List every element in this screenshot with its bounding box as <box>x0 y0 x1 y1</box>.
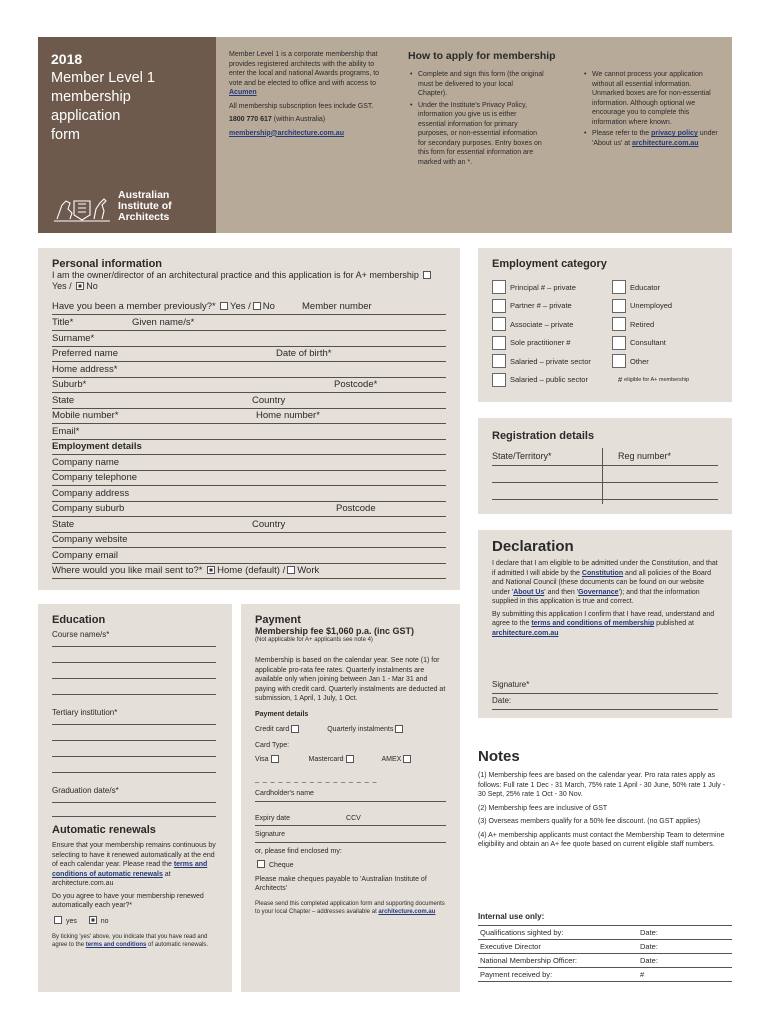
suburb-postcode-row[interactable]: Suburb* Postcode* <box>52 377 446 393</box>
employment-category-section <box>478 248 732 402</box>
employment-option[interactable]: Retired <box>612 315 689 334</box>
aia-logo: Australian Institute of Architects <box>52 190 172 223</box>
intro-text: Member Level 1 is a corporate membership that provides registered architects with the ability to enter the local and national Awards programs, to vote and be elected to office and with access to Acumen <box>229 51 380 96</box>
prev-yes-checkbox[interactable] <box>220 302 228 310</box>
surname-field[interactable]: Surname* <box>52 331 446 347</box>
employment-option[interactable]: Consultant <box>612 334 689 353</box>
employment-option[interactable]: Principal # – private <box>492 278 591 297</box>
owner-no-checkbox[interactable] <box>76 282 84 290</box>
preferred-dob-row[interactable]: Preferred name Date of birth* <box>52 346 446 362</box>
how-to-left-list <box>408 70 544 169</box>
membership-info-panel <box>216 37 394 233</box>
employment-option[interactable]: Partner # – private <box>492 297 591 316</box>
tertiary-field-line[interactable] <box>52 741 216 757</box>
registration-title: Registration details <box>492 430 595 442</box>
employment-option[interactable]: Unemployed <box>612 297 689 316</box>
previous-member-row[interactable]: Have you been a member previously?* Yes / No Member number <box>52 299 446 315</box>
tertiary-field-line[interactable] <box>52 757 216 773</box>
personal-info-title: Personal information <box>52 258 163 270</box>
employment-option[interactable]: Salaried – private sector <box>492 352 591 371</box>
course-field-line[interactable] <box>52 647 216 663</box>
cardholder-field[interactable]: Cardholder's name <box>255 789 446 802</box>
phone-row[interactable]: Mobile number* Home number* <box>52 408 446 424</box>
table-row: National Membership Officer: Date: <box>478 954 732 968</box>
internal-use-section <box>478 912 732 982</box>
how-to-right-list <box>582 70 718 169</box>
internal-use-table <box>478 926 732 982</box>
internal-use-title: Internal use only: <box>478 912 732 926</box>
list-item: • Complete and sign this form (the original must be delivered to your local Chapter). <box>408 70 544 99</box>
graduation-field[interactable]: Graduation date/s* <box>52 786 216 803</box>
payment-signature-field[interactable]: Signature <box>255 830 446 843</box>
mail-home-checkbox[interactable] <box>207 566 215 574</box>
auto-no-checkbox[interactable] <box>89 916 97 924</box>
course-field-line[interactable] <box>52 679 216 695</box>
how-to-title: How to apply for membership <box>408 50 556 62</box>
send-instructions: Please send this completed application form and supporting documents to your local Chapter – addresses available at architecture.com.au <box>255 900 445 915</box>
fees-note: All membership subscription fees include GST. <box>229 102 374 110</box>
company-telephone-field[interactable]: Company telephone <box>52 470 446 486</box>
email-field[interactable]: Email* <box>52 424 446 440</box>
course-field[interactable]: Course name/s* <box>52 630 216 647</box>
auto-yes-checkbox[interactable] <box>54 916 62 924</box>
employment-option[interactable]: Other <box>612 352 689 371</box>
owner-yes-checkbox[interactable] <box>423 271 431 279</box>
cheque-checkbox[interactable] <box>257 860 265 868</box>
education-section: Education Course name/s* Tertiary institution* Graduation date/s* Automatic renewals Ensure that your membership remains continuous by selecting to have it renewed automatically at the end of each calendar year. Please read the terms and conditions of automatic renewals at architecture.com.au Do you agree to have your membership renewed automatically each year?* yes no By ticking 'yes' above, you indicate that you have read and agree to the terms and conditions of automatic renewals. <box>38 604 232 992</box>
declaration-confirm: By submitting this application I confirm that I have read, understand and agree to the terms and conditions of membership published at architecture.com.au <box>492 610 715 637</box>
employment-option[interactable]: Sole practitioner # <box>492 334 591 353</box>
auto-renewal-question: Do you agree to have your membership renewed automatically each year?* <box>52 892 204 909</box>
notes-section <box>478 748 732 850</box>
employment-left-options <box>492 278 591 389</box>
acumen-link[interactable]: Acumen <box>229 89 257 96</box>
registration-row[interactable] <box>492 483 718 500</box>
title-panel <box>38 37 216 233</box>
constitution-link[interactable]: Constitution <box>581 569 624 577</box>
education-title: Education <box>52 614 106 626</box>
card-number-field[interactable]: _ _ _ _ _ _ _ _ _ _ _ _ _ _ _ _ <box>255 775 378 783</box>
expiry-ccv-row[interactable]: Expiry date CCV <box>255 814 446 827</box>
personal-info-section <box>38 248 460 590</box>
company-email-field[interactable]: Company email <box>52 548 446 564</box>
payment-details-heading: Payment details <box>255 710 309 718</box>
tertiary-field[interactable]: Tertiary institution* <box>52 708 216 725</box>
website-link[interactable]: architecture.com.au <box>492 629 559 637</box>
table-row: Qualifications sighted by: Date: <box>478 926 732 940</box>
membership-fee: Membership fee $1,060 p.a. (inc GST) <box>255 626 415 636</box>
privacy-policy-link[interactable]: privacy policy <box>651 130 698 137</box>
payment-section: Payment Membership fee $1,060 p.a. (inc GST) (Not applicable for A+ applicants see note 4) Membership is based on the calendar year. See note (1) for applicable pro-rata fee rates. Quarterly instalments are available only when joining between Jan 1 - Mar 31 and paying with credit card. Quarterly instalments are deducted at submission, 1 April, 1 July, 1 Oct. Payment details Credit card Quarterly instalments Card Type: Visa Mastercard AMEX _ _ _ _ _ _ _ _ _ _ _ _ _ _ _ _ Cardholder's name Expiry date CCV Signature or, please find enclosed my: Cheque Please make cheques payable to 'Australian Institute of Architects' Please send this completed application form and supporting documents to your local Chapter – addresses available at architecture.com.au <box>241 604 460 992</box>
table-row: Executive Director Date: <box>478 940 732 954</box>
or-enclosed: or, please find enclosed my: <box>255 847 342 855</box>
course-field-line[interactable] <box>52 663 216 679</box>
employment-option[interactable]: Salaried – public sector <box>492 371 591 390</box>
list-item: • We cannot process your application without all essential information. Unmarked boxes are for non-essential information. Although optional we encourage you to complete this information where known. <box>582 70 718 127</box>
employment-category-title: Employment category <box>492 258 607 270</box>
credit-card-checkbox[interactable] <box>291 725 299 733</box>
governance-link[interactable]: Governance <box>578 588 619 596</box>
list-item: • Under the Institute's Privacy Policy, information you give us is either essential information for primary purposes, or non-essential information for secondary purposes. Entry boxes on this form for essential information are marked with an *. <box>408 101 544 168</box>
company-website-field[interactable]: Company website <box>52 532 446 548</box>
note-item: (2) Membership fees are inclusive of GST <box>478 804 608 812</box>
table-row: Payment received by: # <box>478 968 732 982</box>
mail-work-checkbox[interactable] <box>287 566 295 574</box>
how-to-apply-panel <box>394 37 732 233</box>
employment-details-heading: Employment details <box>52 439 446 455</box>
auto-renewal-terms-link[interactable]: terms and conditions of automatic renewals <box>52 861 208 878</box>
mastercard-checkbox[interactable] <box>346 755 354 763</box>
prev-no-checkbox[interactable] <box>253 302 261 310</box>
graduation-field-line[interactable] <box>52 803 216 817</box>
card-type-label: Card Type: <box>255 741 290 749</box>
owner-question: I am the owner/director of an architectural practice and this application is for A+ membership Yes / No <box>52 270 446 292</box>
fee-note: (Not applicable for A+ applicants see note 4) <box>255 637 373 643</box>
company-name-field[interactable]: Company name <box>52 455 446 471</box>
website-link[interactable]: architecture.com.au <box>632 139 699 147</box>
auto-renewals-title: Automatic renewals <box>52 824 156 836</box>
note-item: (3) Overseas members qualify for a 50% fee discount. (no GST applies) <box>478 818 701 825</box>
employment-option[interactable]: Associate – private <box>492 315 591 334</box>
tertiary-field-line[interactable] <box>52 725 216 741</box>
home-address-field[interactable]: Home address* <box>52 362 446 378</box>
date-field[interactable]: Date: <box>492 696 718 710</box>
cheque-note: Please make cheques payable to 'Australian Institute of Architects' <box>255 875 427 892</box>
state-country-row[interactable]: State Country <box>52 393 446 409</box>
form-year: 2018 <box>51 51 83 67</box>
payment-title: Payment <box>255 614 301 626</box>
quarterly-checkbox[interactable] <box>395 725 403 733</box>
note-item: (1) Membership fees are based on the calendar year. Pro rata rates apply as follows: Full rate 1 Dec - 31 March, 75% rate 1 April - 30 June, 50% rate 1 July - 30 Sept, 25% rate 1 Oct - 30 Nov. <box>478 772 726 798</box>
about-us-link[interactable]: About Us <box>513 588 545 596</box>
registration-row[interactable] <box>492 466 718 483</box>
list-item: • Please refer to the privacy policy under 'About us' at architecture.com.au <box>582 129 718 148</box>
declaration-text: I declare that I am eligible to be admitted under the Constitution, and that if admitted I will abide by the Constitution and all policies of the Board and National Council (these documents can be found on our website under 'About Us' and then 'Governance'); and that the information supplied in this application is true and correct. <box>492 560 718 605</box>
signature-field[interactable]: Signature* <box>492 680 718 694</box>
notes-title: Notes <box>478 748 520 765</box>
company-suburb-row[interactable]: Company suburb Postcode <box>52 501 446 517</box>
email-link[interactable]: membership@architecture.com.au <box>229 129 344 137</box>
phone-text: 1800 770 617 (within Australia) <box>229 116 326 123</box>
website-link[interactable]: architecture.com.au <box>378 908 436 915</box>
kangaroo-emu-crest-icon <box>52 191 112 223</box>
declaration-title: Declaration <box>492 538 574 555</box>
title-name-row[interactable]: Title* Given name/s* <box>52 315 446 331</box>
employment-right-options <box>612 278 689 389</box>
declaration-section <box>478 530 732 718</box>
visa-checkbox[interactable] <box>271 755 279 763</box>
company-address-field[interactable]: Company address <box>52 486 446 502</box>
employment-option[interactable]: Educator <box>612 278 689 297</box>
payment-description: Membership is based on the calendar year. See note (1) for applicable pro-rata fee rates. Quarterly instalments are available only when joining between Jan 1 - Mar 31 and paying with credit card. Quarterly instalments are deducted at submission, 1 April, 1 July, 1 Oct. <box>255 657 446 702</box>
amex-checkbox[interactable] <box>403 755 411 763</box>
form-title: Member Level 1 membership application form <box>51 70 155 143</box>
terms-membership-link[interactable]: terms and conditions of membership <box>531 620 655 627</box>
auto-renewal-fineprint: By ticking 'yes' above, you indicate that you have read and agree to the terms and conditions of automatic renewals. <box>52 934 209 948</box>
auto-renewals-text: Ensure that your membership remains continuous by selecting to have it renewed automatically at the end of each calendar year. Please read the terms and conditions of automatic renewals at architecture.com.au <box>52 842 216 887</box>
registration-section <box>478 418 732 514</box>
column-divider <box>602 448 603 504</box>
registration-row[interactable]: State/Territory* Reg number* <box>492 448 718 466</box>
auto-terms-link[interactable]: terms and conditions <box>85 942 147 948</box>
mail-preference-row[interactable]: Where would you like mail sent to?* Home (default) / Work <box>52 563 446 579</box>
note-item: (4) A+ membership applicants must contact the Membership Team to determine eligibility and obtain an A+ fee quote based on current eligible staff numbers. <box>478 831 725 848</box>
employment-note: # eligible for A+ membership <box>618 375 690 385</box>
company-state-row[interactable]: State Country <box>52 517 446 533</box>
